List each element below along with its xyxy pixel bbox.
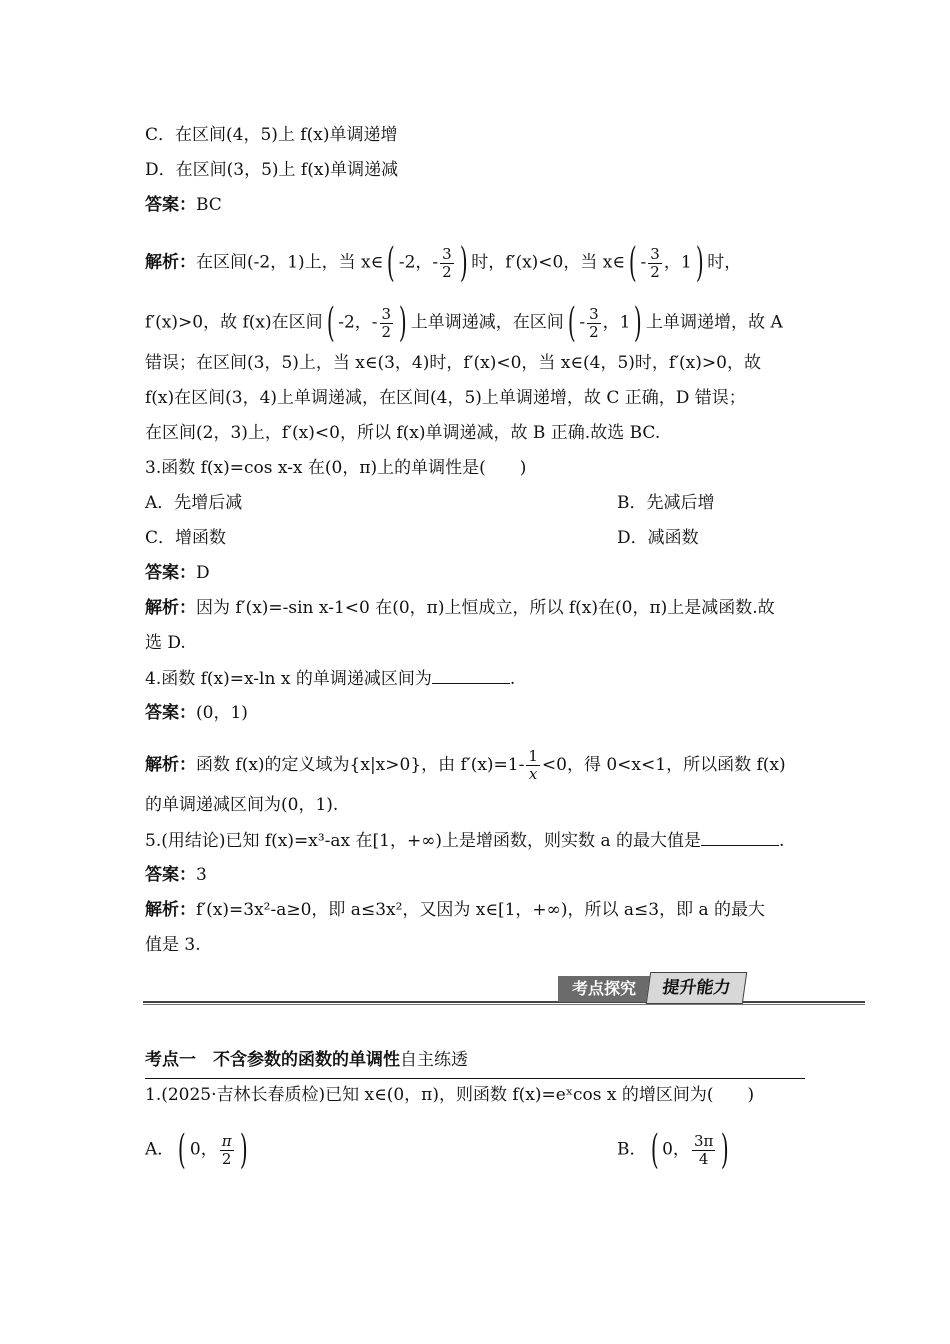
left-paren: ( xyxy=(628,240,637,286)
solution-label: 解析： xyxy=(145,598,196,618)
text: 上单调递减，在区间 xyxy=(410,312,564,333)
option-c: C．增函数 xyxy=(145,528,227,548)
text: ，1 xyxy=(602,312,631,333)
text: 4.函数 f(x)=x-ln x 的单调递减区间为 xyxy=(145,669,432,689)
text: -2，- xyxy=(398,252,439,273)
text: 因为 f′(x)=-sin x-1<0 在(0，π)上恒成立，所以 f(x)在(0，π)上是减函数.故 xyxy=(196,598,775,618)
question-5 xyxy=(145,829,784,852)
solution-line-5: 在区间(2，3)上，f′(x)<0，所以 f(x)单调递减，故 B 正确.故选 BC. xyxy=(145,423,661,443)
left-paren: ( xyxy=(326,300,335,346)
section-subtitle: 自主练透 xyxy=(400,1050,468,1070)
option-a-label: A． xyxy=(145,1139,175,1160)
text: - xyxy=(640,252,647,273)
banner-rule xyxy=(143,1001,865,1005)
left-paren: ( xyxy=(650,1127,659,1173)
fraction xyxy=(440,246,454,281)
right-paren: ) xyxy=(398,300,407,346)
numerator: π xyxy=(221,1131,232,1150)
numerator: 3 xyxy=(589,304,599,323)
answer-label: 答案： xyxy=(145,865,196,885)
option-b-label: B． xyxy=(617,1139,647,1160)
solution-label: 解析： xyxy=(145,755,196,775)
solution-label: 解析： xyxy=(145,900,196,920)
text: f′(x)>0，故 f(x)在区间 xyxy=(145,312,323,333)
text: -2，- xyxy=(338,312,378,333)
question-3: 3.函数 f(x)=cos x-x 在(0，π)上的单调性是( ) xyxy=(145,458,527,478)
answer-3 xyxy=(145,562,210,584)
answer-blank xyxy=(432,667,510,684)
answer-label: 答案： xyxy=(145,563,196,583)
numerator: 3 xyxy=(442,244,452,263)
text: 0， xyxy=(662,1139,690,1160)
option-b xyxy=(617,1127,733,1173)
text: f′(x)=3x²-a≥0，即 a≤3x²，又因为 x∈[1，+∞)，所以 a≤3，即 a 的最大 xyxy=(196,900,766,920)
solution-line-3: 错误；在区间(3，5)上，当 x∈(3，4)时，f′(x)<0，当 x∈(4，5)时，f′(x)>0，故 xyxy=(145,353,761,373)
section-heading xyxy=(145,1049,468,1071)
numerator: 3 xyxy=(381,304,392,323)
q3-options-row-2 xyxy=(145,527,699,549)
text: 时，f′(x)<0，当 x∈ xyxy=(471,252,625,273)
question-4 xyxy=(145,667,515,690)
text: . xyxy=(778,831,785,851)
right-paren: ) xyxy=(239,1127,248,1173)
answer-blank xyxy=(701,829,779,846)
left-paren: ( xyxy=(387,240,395,286)
fraction xyxy=(692,1133,715,1168)
denominator: 2 xyxy=(589,322,599,341)
text: 上单调递增，故 A xyxy=(646,312,783,333)
fraction xyxy=(380,306,394,341)
left-paren: ( xyxy=(178,1127,186,1173)
answer-value: 3 xyxy=(196,865,207,885)
text: <0，得 0<x<1，所以函数 f(x) xyxy=(541,755,786,775)
option-b: B．先减后增 xyxy=(617,493,715,513)
problem-1: 1.(2025·吉林长春质检)已知 x∈(0，π)，则函数 f(x)=eˣcos x 的增区间为( ) xyxy=(145,1085,755,1105)
answer-value: BC xyxy=(196,195,222,215)
numerator: 3 xyxy=(650,244,660,263)
fraction xyxy=(648,246,662,281)
option-d: D．在区间(3，5)上 f(x)单调递减 xyxy=(145,160,399,180)
solution-3-line-1 xyxy=(145,597,775,619)
option-c: C．在区间(4，5)上 f(x)单调递增 xyxy=(145,125,398,145)
text: ，1 xyxy=(663,252,692,273)
denominator: 2 xyxy=(650,262,660,281)
solution-4-line-1 xyxy=(145,748,786,783)
text: 5.(用结论)已知 f(x)=x³-ax 在[1，+∞)上是增函数，则实数 a 的最大值是 xyxy=(145,831,701,851)
solution-line-1 xyxy=(145,240,742,286)
denominator: 2 xyxy=(442,262,452,281)
solution-3-line-2: 选 D. xyxy=(145,633,186,653)
q3-options-row-1 xyxy=(145,492,715,514)
solution-line-4: f(x)在区间(3，4)上单调递减，在区间(4，5)上单调递增，故 C 正确，D 错误； xyxy=(145,388,746,408)
answer-4 xyxy=(145,702,248,724)
fraction xyxy=(587,306,601,341)
solution-line-2 xyxy=(145,300,783,346)
solution-label: 解析： xyxy=(145,252,196,273)
denominator: 2 xyxy=(221,1149,232,1168)
fraction xyxy=(526,748,540,783)
option-a: A．先增后减 xyxy=(145,493,243,513)
answer-label: 答案： xyxy=(145,195,196,215)
numerator: 1 xyxy=(528,747,538,765)
section-divider xyxy=(145,1078,805,1079)
text: - xyxy=(579,312,586,333)
answer-1 xyxy=(145,194,222,216)
text: 在区间(-2，1)上，当 x∈ xyxy=(196,252,384,273)
answer-5 xyxy=(145,864,207,886)
solution-5-line-1 xyxy=(145,899,765,921)
fraction xyxy=(220,1133,234,1168)
right-paren: ) xyxy=(695,240,704,286)
banner-left-tag: 考点探究 xyxy=(558,976,650,1002)
right-paren: ) xyxy=(721,1127,730,1173)
option-d: D．减函数 xyxy=(617,528,699,548)
denominator: 2 xyxy=(381,322,392,341)
denominator: x xyxy=(528,765,538,783)
text: 时， xyxy=(707,252,742,273)
answer-value: D xyxy=(196,563,210,583)
left-paren: ( xyxy=(567,300,576,346)
section-banner xyxy=(143,964,865,1006)
text: . xyxy=(509,669,516,689)
solution-5-line-2: 值是 3. xyxy=(145,935,201,955)
answer-label: 答案： xyxy=(145,703,196,723)
numerator: 3π xyxy=(693,1131,714,1150)
answer-value: (0，1) xyxy=(196,703,248,723)
section-title: 考点一 不含参数的函数的单调性 xyxy=(145,1050,400,1070)
text: 函数 f(x)的定义域为{x|x>0}，由 f′(x)=1- xyxy=(196,755,525,775)
denominator: 4 xyxy=(698,1149,709,1168)
right-paren: ) xyxy=(459,240,468,286)
solution-4-line-2: 的单调递减区间为(0，1). xyxy=(145,795,339,815)
text: 0， xyxy=(189,1139,218,1160)
banner-right-tag: 提升能力 xyxy=(646,972,747,1004)
right-paren: ) xyxy=(634,300,643,346)
